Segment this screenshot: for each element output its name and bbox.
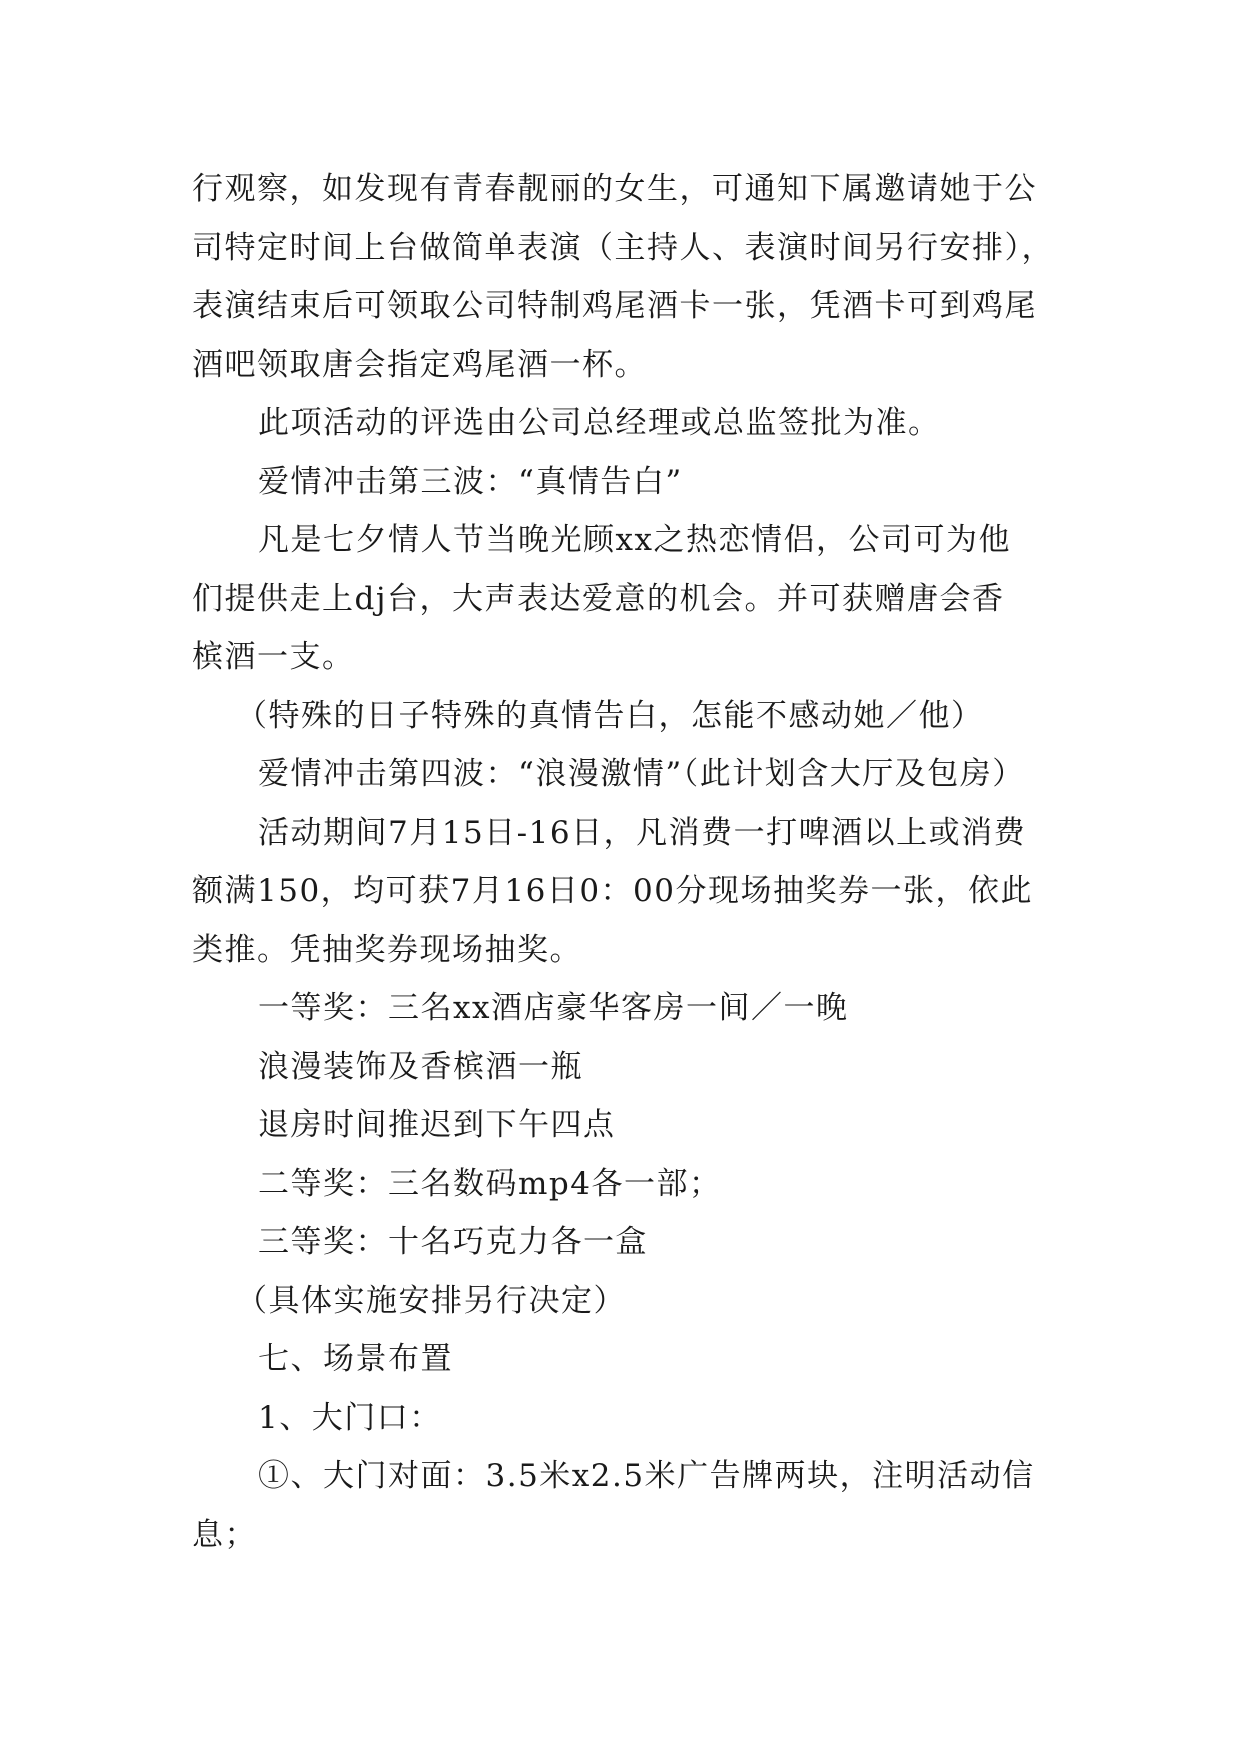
- note-line: （特殊的日子特殊的真情告白，怎能不感动她／他）: [236, 697, 984, 734]
- prize-line: 三等奖：十名巧克力各一盒: [258, 1224, 648, 1260]
- text-line: 额满150，均可获7月16日0：00分现场抽奖券一张，依此: [192, 873, 1034, 909]
- note-line: （具体实施安排另行决定）: [236, 1282, 626, 1319]
- text-line: 类推。凭抽奖券现场抽奖。: [192, 931, 582, 968]
- text-line: 槟酒一支。: [192, 639, 355, 675]
- document-body: [192, 160, 1052, 1564]
- section-heading: 爱情冲击第四波：“浪漫激情”（此计划含大厅及包房）: [258, 756, 1025, 792]
- text-line: 司特定时间上台做简单表演（主持人、表演时间另行安排），: [192, 229, 1054, 266]
- prize-line: 二等奖：三名数码mp4各一部；: [258, 1165, 722, 1202]
- text-line: 息；: [192, 1516, 257, 1553]
- text-line: 酒吧领取唐会指定鸡尾酒一杯。: [192, 346, 647, 383]
- section-heading: 七、场景布置: [258, 1341, 453, 1377]
- paragraph-line: 凡是七夕情人节当晚光顾xx之热恋情侣，公司可为他: [258, 522, 1011, 558]
- paragraph-line: 活动期间7月15日-16日，凡消费一打啤酒以上或消费: [258, 814, 1027, 851]
- text-line: 表演结束后可领取公司特制鸡尾酒卡一张，凭酒卡可到鸡尾: [192, 288, 1037, 324]
- paragraph-line: 此项活动的评选由公司总经理或总监签批为准。: [258, 405, 941, 441]
- section-heading: 爱情冲击第三波：“真情告白”: [258, 463, 683, 500]
- text-line: 们提供走上dj台，大声表达爱意的机会。并可获赠唐会香: [192, 580, 1005, 617]
- subsection-heading: 1、大门口：: [258, 1399, 442, 1436]
- prize-line: 一等奖：三名xx酒店豪华客房一间／一晚: [258, 990, 849, 1026]
- prize-line: 浪漫装饰及香槟酒一瓶: [258, 1048, 583, 1085]
- prize-line: 退房时间推迟到下午四点: [258, 1107, 616, 1143]
- list-item: ①、大门对面：3.5米x2.5米广告牌两块，注明活动信: [258, 1458, 1035, 1494]
- text-line: 行观察，如发现有青春靓丽的女生，可通知下属邀请她于公: [192, 171, 1037, 207]
